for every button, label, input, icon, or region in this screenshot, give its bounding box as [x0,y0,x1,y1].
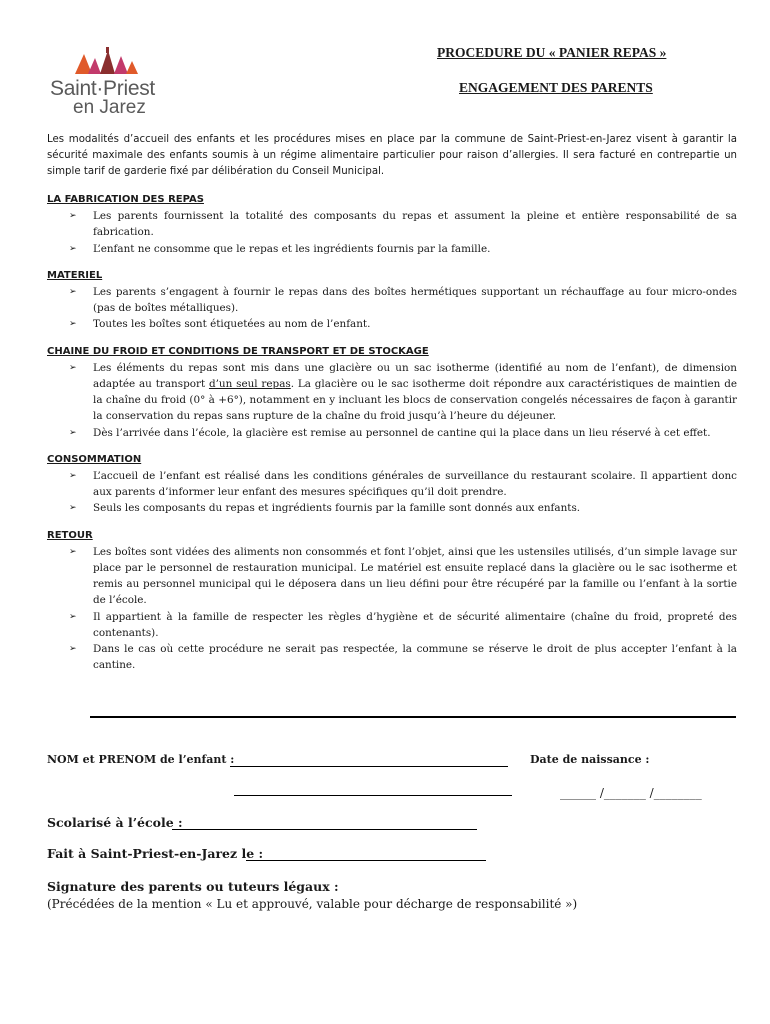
child-name-field[interactable] [230,766,508,767]
horizontal-divider [90,716,736,718]
list-item: ➢ Les boîtes sont vidées des aliments non consommés et font l’objet, ainsi que les ustensiles utilisés, d’un simple lavage sur place par le personnel de restauration municipal. Le matériel est ensuite replacé dans la glacière ou le sac isotherme et remis au personnel municipal qui le déposera dans un lieu défini pour être récupéré par la famille ou l’enfant à la sortie de l’école. [69,545,737,607]
sections [47,192,737,684]
list-item: ➢ Seuls les composants du repas et ingrédients fournis par la famille sont donnés aux enfants. [47,500,737,516]
intro-paragraph: Les modalités d’accueil des enfants et les procédures mises en place par la commune de Saint-Priest-en-Jarez visent à garantir la sécurité maximale des enfants soumis à un régime alimentaire particulier pour raison d’allergies. Il sera facturé en contrepartie un simple tarif de garderie fixé par délibération du Conseil Municipal. [47,134,737,177]
section-materiel [47,268,737,333]
town-logo [48,44,173,118]
list-item: ➢ Il appartient à la famille de respecter les règles d’hygiène et de sécurité alimentaire (chaîne du froid, propreté des contenants). [69,610,737,639]
arrow-bullet-icon: ➢ [69,243,77,254]
signed-at-label: Fait à Saint-Priest-en-Jarez le : [47,846,264,861]
section-heading: RETOUR [47,529,93,541]
logo-roofs-icon [48,44,173,80]
arrow-bullet-icon: ➢ [69,471,77,482]
signature-label: Signature des parents ou tuteurs légaux : [47,879,339,894]
arrow-bullet-icon: ➢ [69,362,77,373]
section-fabrication [47,192,737,257]
child-name-field-line-2[interactable] [234,795,512,796]
list-item: ➢ Les parents s’engagent à fournir le repas dans des boîtes hermétiques supportant un réchauffage au four micro-ondes (pas de boîtes métalliques). [69,286,737,315]
signature-mention: (Précédées de la mention « Lu et approuvé, valable pour décharge de responsabilité ») [47,897,578,911]
birth-date-label: Date de naissance : [530,753,650,766]
section-heading: CHAINE DU FROID ET CONDITIONS DE TRANSPORT ET DE STOCKAGE [47,345,429,357]
section-retour [47,528,737,674]
arrow-bullet-icon: ➢ [69,287,77,298]
list-item: ➢ Les éléments du repas sont mis dans une glacière ou un sac isotherme (identifié au nom de l’enfant), de dimension adaptée au transport d’un seul repas. La glacière ou le sac isotherme doit répondre aux caractéristiques de maintien de la chaîne du froid (0° à +6°), notamment en y incluant les blocs de conservation congelés nécessaires de façon à garantir la conservation du repas sans rupture de la chaîne du froid jusqu’à l’heure du déjeuner. [69,361,737,423]
signed-date-field[interactable] [246,860,486,861]
school-field[interactable] [172,829,477,830]
section-chaine-du-froid [47,344,737,441]
list-item: ➢ L’accueil de l’enfant est réalisé dans les conditions générales de surveillance du restaurant scolaire. Il appartient donc aux parents d’informer leur enfant des mesures spécifiques qu’il doit prendre. [69,470,737,499]
document-title: PROCEDURE DU « PANIER REPAS » [437,45,667,60]
child-name-label: NOM et PRENOM de l’enfant : [47,753,235,766]
arrow-bullet-icon: ➢ [69,611,77,622]
arrow-bullet-icon: ➢ [69,211,77,222]
section-heading: LA FABRICATION DES REPAS [47,194,204,205]
document-subtitle: ENGAGEMENT DES PARENTS [459,80,653,95]
section-heading: MATERIEL [47,269,103,281]
list-item: ➢ L’enfant ne consomme que le repas et les ingrédients fournis par la famille. [47,241,737,257]
logo-line-2: en Jarez [73,97,146,118]
list-item: ➢ Dès l’arrivée dans l’école, la glacière est remise au personnel de cantine qui la place dans un lieu réservé à cet effet. [47,425,737,441]
list-item: ➢ Toutes les boîtes sont étiquetées au nom de l’enfant. [47,316,737,332]
list-item: ➢ Dans le cas où cette procédure ne serait pas respectée, la commune se réserve le droit de plus accepter l’enfant à la cantine. [69,643,737,672]
birth-date-field[interactable]: ______ /_______ /________ [560,786,702,800]
logo-line-1: Saint·Priest [50,77,155,100]
arrow-bullet-icon: ➢ [69,546,77,557]
underlined-phrase: d’un seul repas [208,378,291,391]
arrow-bullet-icon: ➢ [69,503,77,514]
section-consommation [47,452,737,517]
school-label: Scolarisé à l’école : [47,815,183,830]
arrow-bullet-icon: ➢ [69,319,77,330]
list-item: ➢ Les parents fournissent la totalité des composants du repas et assument la pleine et entière responsabilité de sa fabrication. [69,210,737,239]
arrow-bullet-icon: ➢ [69,644,77,655]
section-heading: CONSOMMATION [47,453,142,465]
arrow-bullet-icon: ➢ [69,427,77,438]
